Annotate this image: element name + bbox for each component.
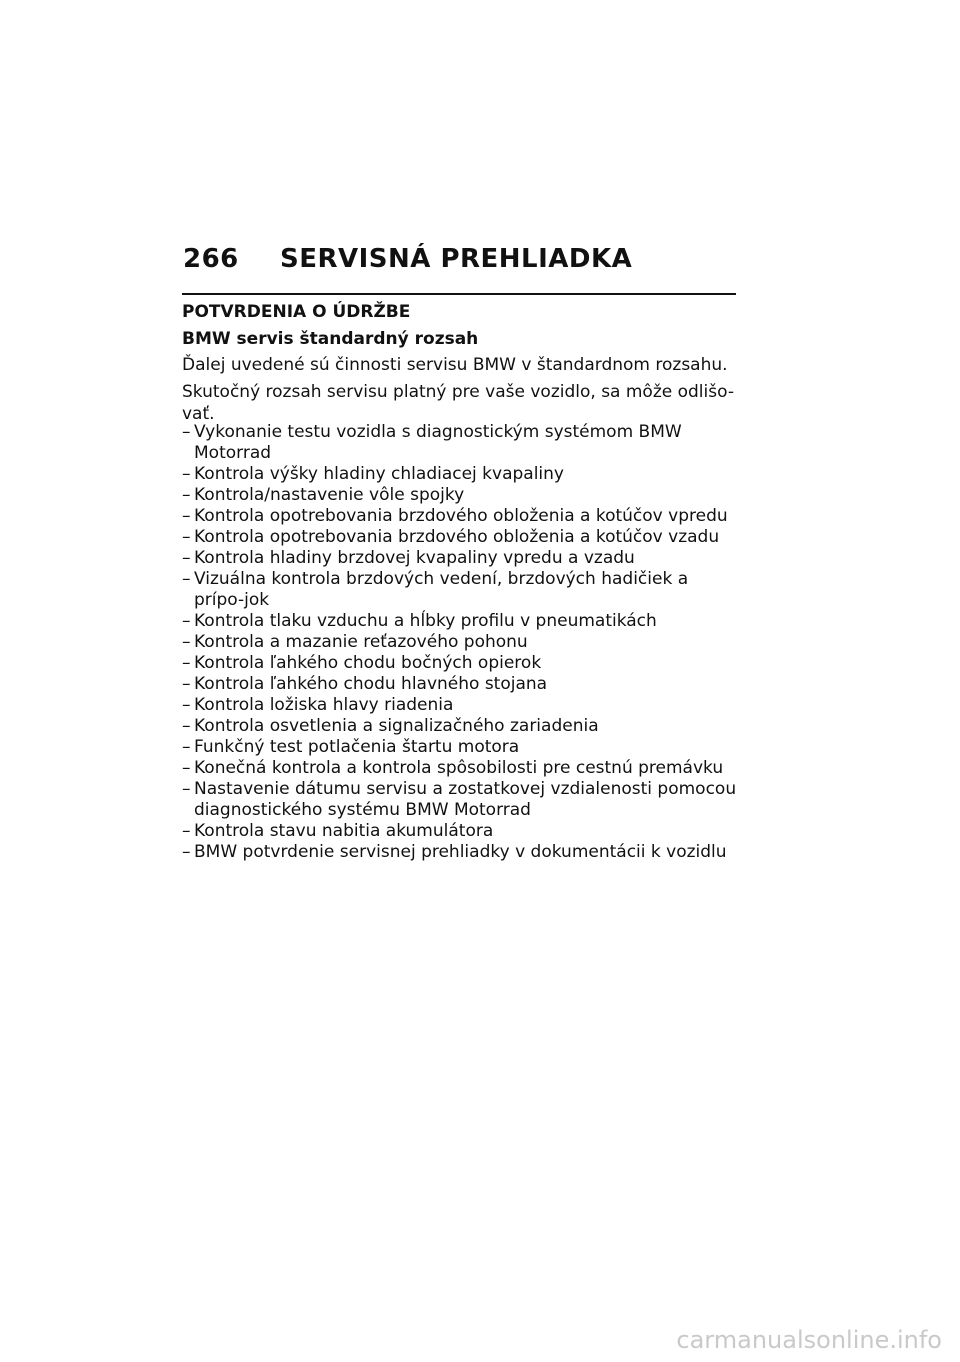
list-item-text: Kontrola opotrebovania brzdového obloženia a kotúčov vpredu bbox=[194, 506, 728, 526]
dash-bullet: – bbox=[182, 653, 191, 673]
list-item-text: Kontrola ľahkého chodu hlavného stojana bbox=[194, 674, 548, 694]
section-title: POTVRDENIA O ÚDRŽBE bbox=[182, 302, 411, 322]
list-item-text: Vizuálna kontrola brzdových vedení, brzdových hadičiek a prípo-jok bbox=[194, 569, 689, 610]
list-item-text: Vykonanie testu vozidla s diagnostickým systémom BMW Motorrad bbox=[194, 422, 682, 463]
list-item-text: BMW potvrdenie servisnej prehliadky v dokumentácii k vozidlu bbox=[194, 842, 727, 862]
list-item bbox=[182, 527, 742, 548]
dash-bullet: – bbox=[182, 527, 191, 547]
dash-bullet: – bbox=[182, 779, 191, 799]
list-item bbox=[182, 422, 742, 464]
subsection-title: BMW servis štandardný rozsah bbox=[182, 329, 479, 349]
dash-bullet: – bbox=[182, 569, 191, 589]
list-item-text: Kontrola stavu nabitia akumulátora bbox=[194, 821, 494, 841]
dash-bullet: – bbox=[182, 611, 191, 631]
dash-bullet: – bbox=[182, 548, 191, 568]
list-item-text: Kontrola ľahkého chodu bočných opierok bbox=[194, 653, 542, 673]
page-number: 266 bbox=[183, 244, 239, 274]
list-item bbox=[182, 779, 742, 821]
list-item-text: Kontrola/nastavenie vôle spojky bbox=[194, 485, 465, 505]
list-item bbox=[182, 632, 742, 653]
dash-bullet: – bbox=[182, 821, 191, 841]
list-item-text: Nastavenie dátumu servisu a zostatkovej vzdialenosti pomocou diagnostického systému BMW Motorrad bbox=[194, 779, 737, 820]
dash-bullet: – bbox=[182, 674, 191, 694]
dash-bullet: – bbox=[182, 464, 191, 484]
list-item bbox=[182, 758, 742, 779]
list-item bbox=[182, 842, 742, 863]
list-item-text: Kontrola opotrebovania brzdového obloženia a kotúčov vzadu bbox=[194, 527, 720, 547]
list-item bbox=[182, 821, 742, 842]
dash-bullet: – bbox=[182, 758, 191, 778]
list-item-text: Kontrola výšky hladiny chladiacej kvapaliny bbox=[194, 464, 564, 484]
watermark-text: carmanualsonline.info bbox=[676, 1326, 942, 1354]
list-item bbox=[182, 611, 742, 632]
page-header bbox=[183, 244, 632, 274]
list-item bbox=[182, 653, 742, 674]
intro-text bbox=[182, 354, 742, 430]
list-item bbox=[182, 737, 742, 758]
page-title: SERVISNÁ PREHLIADKA bbox=[280, 244, 633, 274]
dash-bullet: – bbox=[182, 716, 191, 736]
dash-bullet: – bbox=[182, 632, 191, 652]
list-item-text: Kontrola hladiny brzdovej kvapaliny vpredu a vzadu bbox=[194, 548, 635, 568]
dash-bullet: – bbox=[182, 695, 191, 715]
list-item-text: Kontrola osvetlenia a signalizačného zariadenia bbox=[194, 716, 599, 736]
section-divider bbox=[182, 293, 736, 295]
list-item bbox=[182, 506, 742, 527]
intro-paragraph: Ďalej uvedené sú činnosti servisu BMW v štandardnom rozsahu. bbox=[182, 355, 728, 375]
list-item-text: Konečná kontrola a kontrola spôsobilosti pre cestnú premávku bbox=[194, 758, 724, 778]
dash-bullet: – bbox=[182, 422, 191, 442]
dash-bullet: – bbox=[182, 842, 191, 862]
list-item bbox=[182, 695, 742, 716]
dash-bullet: – bbox=[182, 485, 191, 505]
list-item bbox=[182, 674, 742, 695]
list-item bbox=[182, 548, 742, 569]
dash-bullet: – bbox=[182, 506, 191, 526]
list-item-text: Kontrola ložiska hlavy riadenia bbox=[194, 695, 454, 715]
dash-bullet: – bbox=[182, 737, 191, 757]
list-item-text: Kontrola tlaku vzduchu a hĺbky profilu v pneumatikách bbox=[194, 611, 657, 631]
list-item bbox=[182, 485, 742, 506]
list-item-text: Kontrola a mazanie reťazového pohonu bbox=[194, 632, 528, 652]
list-item bbox=[182, 464, 742, 485]
list-item bbox=[182, 569, 742, 611]
list-item-text: Funkčný test potlačenia štartu motora bbox=[194, 737, 520, 757]
service-checklist bbox=[182, 422, 742, 863]
list-item bbox=[182, 716, 742, 737]
intro-paragraph: Skutočný rozsah servisu platný pre vaše vozidlo, sa môže odlišo-vať. bbox=[182, 382, 734, 424]
